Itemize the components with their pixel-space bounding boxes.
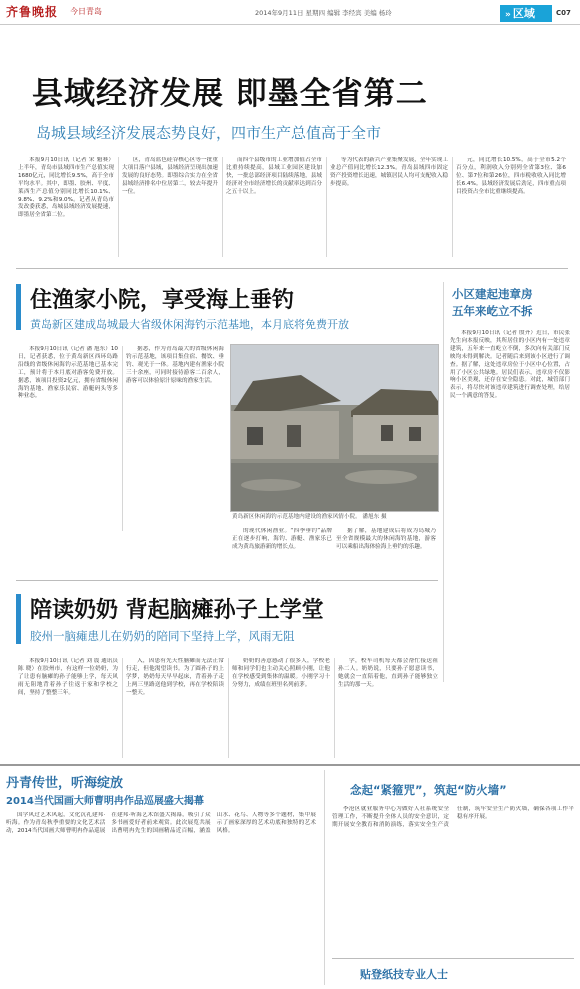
story3-column-1: 本报9月10日讯（记者 刘 震 通讯员 陈 晓）在胶州市，有这样一位奶奶，为了让患有脑瘫的孙子能够上学，每天风雨无阻地背着孙子往返于家和学校之间，坚持了整整三年。: [18, 658, 118, 696]
bottom-right-body: 李沧区就业服务中心为做好人社系统安全管理工作，不断提升全体人员的安全意识，定期开展安全教育和消防演练，落实安全生产责任制，筑牢安全生产防火墙，确保各项工作平稳有序开展。: [332, 806, 574, 828]
story3-column-4: 学，校车司机每天都会帮忙接送祖孙二人。奶奶说，只要孙子愿意读书，她就会一直陪着他，直到孙子能够独立生活的那一天。: [338, 658, 438, 688]
story2-column-1: 本报9月10日讯（记者 潘 旭东）10日，记者获悉，位于黄岛新区西环岛路沿线的省级休闲海钓示范基地已基本完工，预计将于本月底对游客免费开放。据悉，该项目投资2亿元，拥有省级休闲海钓基地、渔家乐民宿、游艇码头等多种业态。: [18, 346, 118, 400]
story2-column-3: 的现代休闲渔业。“四季垂钓”品牌正在逐步打响，海钓、游艇、渔家乐已成为黄岛旅游新的增长点。: [232, 528, 332, 550]
village-illustration: [231, 345, 438, 511]
chevron-right-icon: »: [505, 10, 511, 20]
story1-column-3: 而四个县级市的工业增加值占全市比重持续提高，县域工业园区建设加快，一批总部经济项目陆续落地，县域经济对全市经济增长的贡献率达到百分之五十以上。: [226, 157, 322, 195]
story1-column-2: 区，青岛蓝色硅谷核心区等一批重大项目落户县域，县域经济呈现出加速发展的良好态势。即墨综合实力在全省县域经济排名中位居第二，较去年提升一位。: [122, 157, 218, 195]
section-tag: [500, 5, 552, 22]
story3-column-3: 奶奶的善意感动了很多人，学校老师和同学们也主动关心照顾小刚，让他在学校感受到集体的温暖。小刚学习十分努力，成绩在班里名列前茅。: [232, 658, 330, 688]
sidebar-body: 本报9月10日讯（记者 殷齐）近日，市民张先生向本报反映，其所居住的小区内有一处违章建筑，五年来一直屹立不倒，多次向有关部门反映均未得到解决。记者随后来到该小区进行了调查。据了解，这处违章房位于小区中心位置，占用了小区公共绿地。居民们表示，违章房不仅影响小区美观，还存在安全隐患。对此，城管部门表示，将尽快对该违章建筑进行调查处理，给居民一个满意的答复。: [450, 330, 570, 400]
bottom-left-subhead: 2014当代国画大师曹明冉作品巡展盛大揭幕: [6, 796, 204, 807]
story2-column-2: 据悉，作为青岛最大的省级休闲海钓示范基地，该项目集住宿、餐饮、垂钓、观光于一体。基地内建有渔家小院三十余座，可同时接待游客二百余人，游客可以体验原汁原味的渔家生活。: [126, 346, 224, 384]
story1-headline: 县域经济发展 即墨全省第二: [32, 76, 428, 112]
story1-column-4: 等为代表的新兴产业集聚发展，全年实现工业总产值同比增长12.3%。青岛县域四市固定资产投资增长迅速，城镇居民人均可支配收入稳步提高。: [330, 157, 448, 187]
story3-headline: 陪读奶奶 背起脑瘫孙子上学堂: [30, 598, 324, 623]
story3-subhead: 胶州一脑瘫患儿在奶奶的陪同下坚持上学，风雨无阻: [30, 629, 295, 643]
fishing-village-photo: [230, 344, 439, 512]
story1-column-5: 元，同比增长10.5%，高于全市5.2个百分点，利润收入分别列全省第3位、第6位、第7位和第26位，四市税收收入同比增长6.4%。县域经济发展后劲足，四市重点项目投资占全市比重继续提高。: [456, 157, 566, 195]
section-accent-bar: [16, 284, 21, 330]
story1-column-1: 本报9月10日讯（记者 宋 魁赛）上半年，青岛市县域四市生产总值实现1680亿元，同比增长9.5%，高于全市平均水平。其中，即墨、胶州、平度、莱西生产总值分别同比增长10.1%、9.8%、9.2%和9.0%。记者从青岛市发改委获悉，岛城县域经济发展提速，即墨居全省第二位。: [18, 157, 114, 219]
bottom-right-lower-headline: 贴登纸技专业人士: [360, 968, 448, 981]
bottom-left-headline: 丹青传世，听海绽放: [6, 776, 124, 791]
story2-column-4: 据了解，基地建成后将成为岛城乃至全省规模最大的休闲海钓基地，游客可以乘船出海体验海上垂钓的乐趣。: [336, 528, 436, 550]
bottom-right-headline: 念起“紧箍咒”，筑起“防火墙”: [350, 783, 507, 797]
newspaper-logo: 齐鲁晚报: [6, 5, 59, 19]
story1-subhead: 岛城县域经济发展态势良好，四市生产总值高于全市: [36, 124, 382, 142]
story2-headline: 住渔家小院，享受海上垂钓: [30, 288, 295, 313]
photo-caption: 黄岛新区休闲海钓示范基地内建设的渔家风情小院。 潘旭东 摄: [232, 514, 387, 520]
edition-label: 今日青岛: [70, 7, 102, 16]
date-line: 2014年9月11日 星期四 编辑 李经宾 美编 杨玲: [255, 9, 392, 17]
section-accent-bar-2: [16, 594, 21, 644]
sidebar-headline: 小区建起违章房 五年来屹立不拆: [452, 287, 533, 318]
story2-subhead: 黄岛新区建成岛城最大省级休闲海钓示范基地，本月底将免费开放: [30, 318, 349, 331]
section-label: 区域: [512, 7, 535, 20]
story3-column-2: 入，因患有先天性脑瘫而无法正常行走，但他渴望读书。为了圆孙子的上学梦，奶奶每天早早起床，背着孙子走上两三里路送他到学校，再在学校陪读一整天。: [126, 658, 224, 696]
bottom-left-body: 国学风过艺术风起，文化沉礼建邦·听海。作为青岛秋季重要的文化艺术活动，2014当代国画大师曹明冉作品巡展在建邦·听海艺术馆盛大揭幕，吸引了众多书画爱好者前来观赏。此次展览共展出曹明冉先生的国画精品近百幅，涵盖山水、花鸟、人物等多个题材，集中展示了画家深厚的艺术功底和独特的艺术风格。: [6, 812, 316, 834]
page-number: C07: [556, 9, 571, 17]
